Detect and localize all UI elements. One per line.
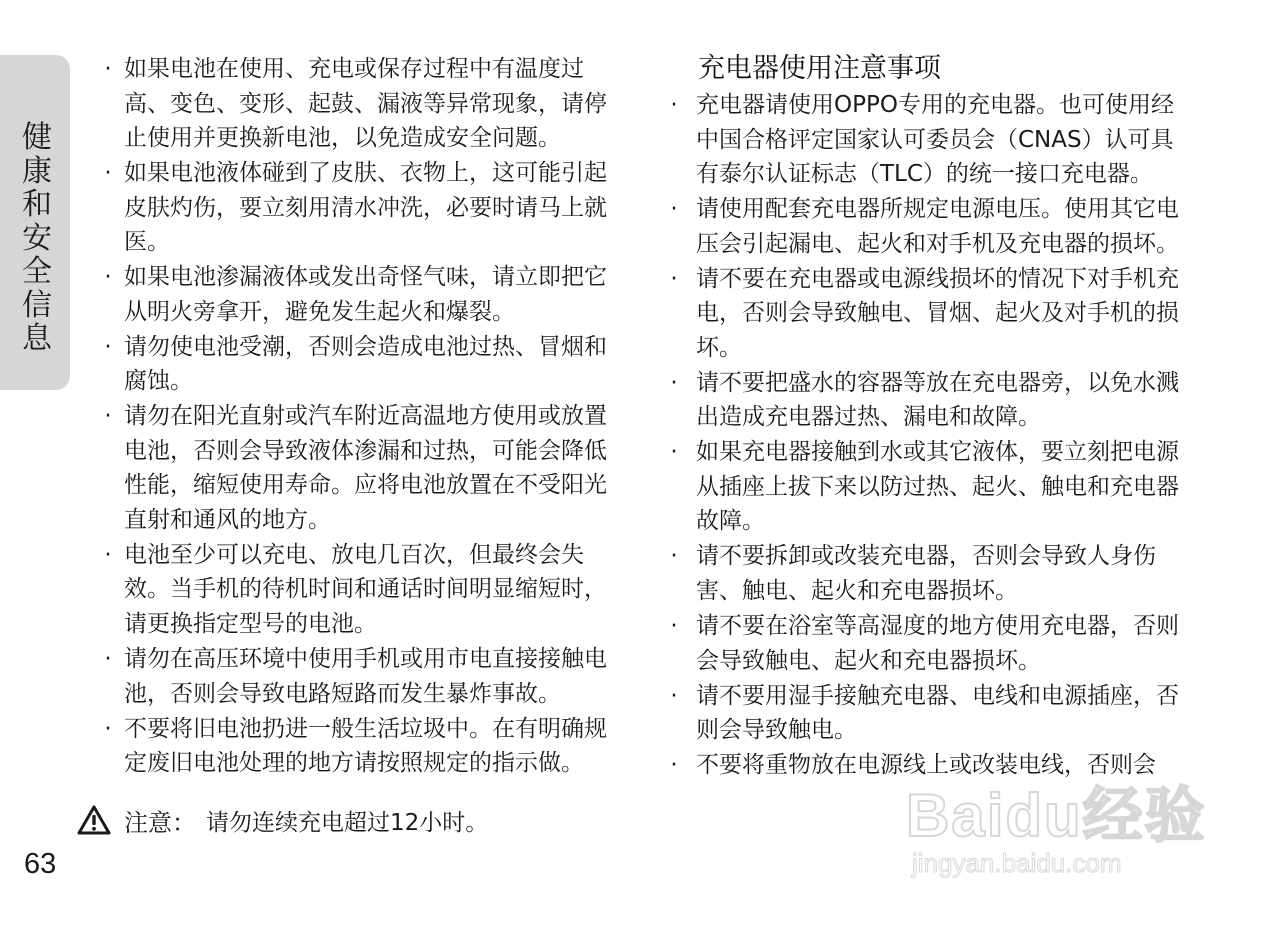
watermark-brand: Baidu经验 xyxy=(906,782,1207,849)
bullet-dot: · xyxy=(670,265,678,292)
list-item xyxy=(668,679,1188,748)
section-side-tab-label: 健康和安全信息 xyxy=(22,120,52,356)
bullet-dot: · xyxy=(670,543,678,570)
bullet-dot: · xyxy=(104,333,112,360)
bullet-dot: · xyxy=(670,369,678,396)
list-item-text: 如果电池液体碰到了皮肤、衣物上，这可能引起皮肤灼伤，要立刻用清水冲洗，必要时请马上就医。 xyxy=(124,160,607,256)
charger-section-title: 充电器使用注意事项 xyxy=(698,53,941,84)
bullet-dot: · xyxy=(104,646,112,673)
list-item xyxy=(98,538,618,642)
bullet-dot: · xyxy=(670,682,678,709)
list-item xyxy=(98,330,618,399)
list-item-text: 充电器请使用OPPO专用的充电器。也可使用经中国合格评定国家认可委员会（CNAS）认可具有泰尔认证标志（TLC）的统一接口充电器。 xyxy=(696,92,1174,187)
section-side-tab xyxy=(0,55,70,390)
list-item xyxy=(98,260,618,329)
baidu-watermark xyxy=(896,768,1216,893)
bullet-dot: · xyxy=(104,264,112,291)
bullet-dot: · xyxy=(104,541,112,568)
list-item xyxy=(668,748,1188,783)
list-item-text: 如果电池渗漏液体或发出奇怪气味，请立即把它从明火旁拿开，避免发生起火和爆裂。 xyxy=(124,264,607,325)
caution-label: 注意： xyxy=(124,808,196,837)
left-column xyxy=(98,52,618,781)
list-item-text: 请不要把盛水的容器等放在充电器旁，以免水溅出造成充电器过热、漏电和故障。 xyxy=(696,369,1179,431)
caution-text: 请勿连续充电超过12小时。 xyxy=(206,809,489,836)
watermark-url: jingyan.baidu.com xyxy=(912,848,1122,878)
battery-safety-list xyxy=(98,52,618,781)
bullet-dot: · xyxy=(670,752,678,779)
warning-triangle-icon xyxy=(76,804,112,836)
list-item xyxy=(668,539,1188,608)
right-column xyxy=(668,52,1188,783)
list-item-text: 不要将重物放在电源线上或改装电线，否则会 xyxy=(696,752,1156,779)
bullet-dot: · xyxy=(670,92,678,118)
list-item-text: 请使用配套充电器所规定电源电压。使用其它电压会引起漏电、起火和对手机及充电器的损坏。 xyxy=(696,196,1179,257)
list-item xyxy=(668,262,1188,366)
list-item-text: 请不要在充电器或电源线损坏的情况下对手机充电，否则会导致触电、冒烟、起火及对手机的损坏。 xyxy=(696,265,1179,361)
list-item-text: 如果电池在使用、充电或保存过程中有温度过高、变色、变形、起鼓、漏液等异常现象，请停止使用并更换新电池，以免造成安全问题。 xyxy=(124,56,607,151)
list-item xyxy=(668,609,1188,678)
list-item xyxy=(668,88,1188,192)
charger-safety-list xyxy=(668,88,1188,783)
list-item-text: 请不要用湿手接触充电器、电线和电源插座，否则会导致触电。 xyxy=(696,682,1179,744)
bullet-dot: · xyxy=(670,439,678,466)
list-item-text: 如果充电器接触到水或其它液体，要立刻把电源从插座上拔下来以防过热、起火、触电和充电器故障。 xyxy=(696,439,1179,535)
list-item xyxy=(98,399,618,537)
list-item xyxy=(668,435,1188,539)
bullet-dot: · xyxy=(670,613,678,640)
list-item-text: 请勿在阳光直射或汽车附近高温地方使用或放置电池，否则会导致液体渗漏和过热，可能会降低性能，缩短使用寿命。应将电池放置在不受阳光直射和通风的地方。 xyxy=(124,403,607,533)
list-item-text: 请勿在高压环境中使用手机或用市电直接接触电池，否则会导致电路短路而发生暴炸事故。 xyxy=(124,646,607,707)
page-number: 63 xyxy=(24,848,57,880)
list-item-text: 请不要在浴室等高湿度的地方使用充电器，否则会导致触电、起火和充电器损坏。 xyxy=(696,613,1179,674)
list-item xyxy=(98,712,618,781)
list-item-text: 请不要拆卸或改装充电器，否则会导致人身伤害、触电、起火和充电器损坏。 xyxy=(696,543,1156,604)
list-item-text: 不要将旧电池扔进一般生活垃圾中。在有明确规定废旧电池处理的地方请按照规定的指示做。 xyxy=(124,715,607,777)
bullet-dot: · xyxy=(104,403,112,430)
bullet-dot: · xyxy=(670,196,678,223)
list-item xyxy=(98,156,618,260)
list-item xyxy=(98,642,618,711)
bullet-dot: · xyxy=(104,715,112,742)
list-item-text: 电池至少可以充电、放电几百次，但最终会失效。当手机的待机时间和通话时间明显缩短时，请更换指定型号的电池。 xyxy=(124,541,607,637)
list-item-text: 请勿使电池受潮，否则会造成电池过热、冒烟和腐蚀。 xyxy=(124,333,607,395)
list-item xyxy=(98,52,618,156)
caution-note xyxy=(76,802,488,838)
list-item xyxy=(668,366,1188,435)
list-item xyxy=(668,192,1188,261)
bullet-dot: · xyxy=(104,160,112,187)
bullet-dot: · xyxy=(104,56,112,82)
